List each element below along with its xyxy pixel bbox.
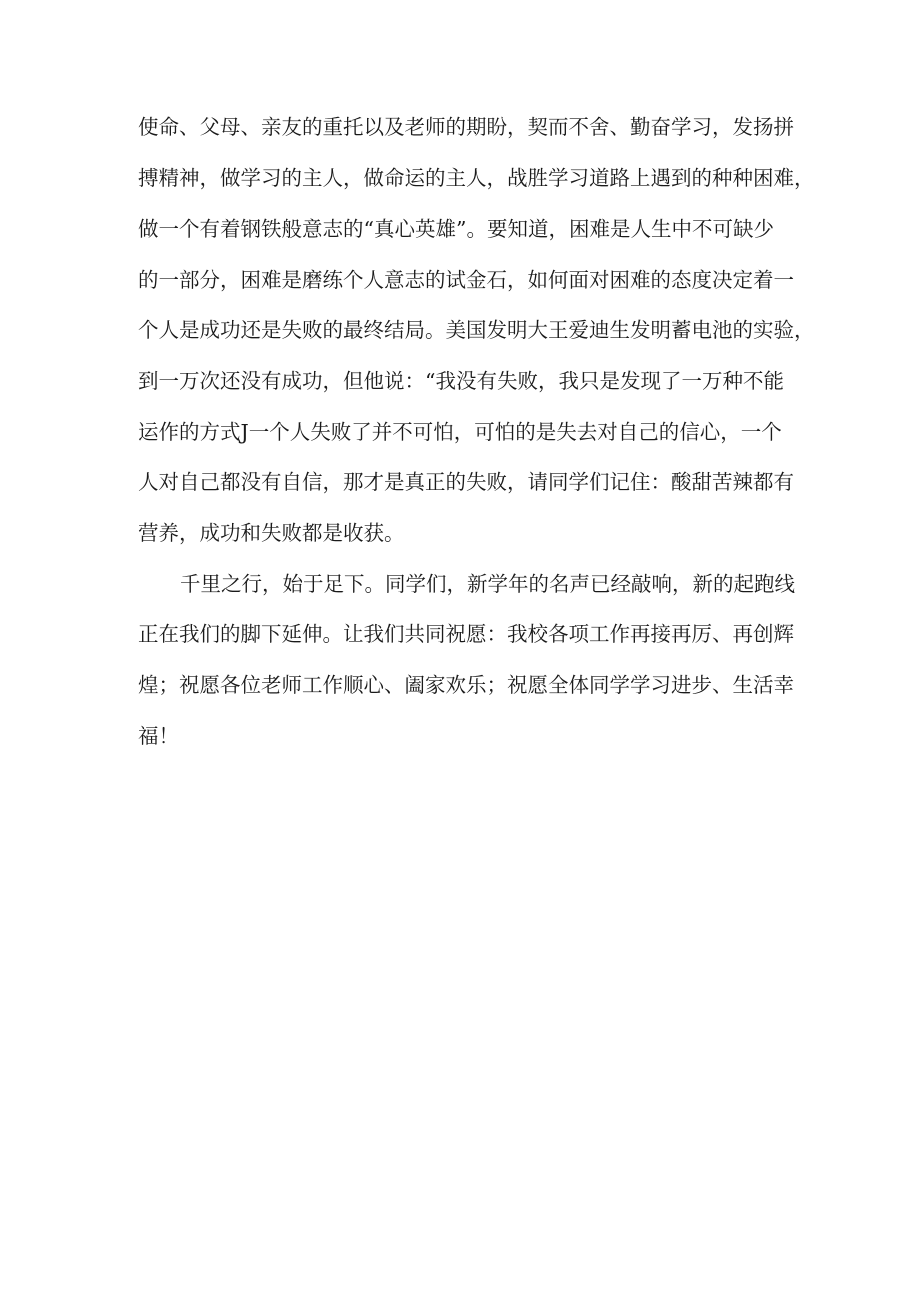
paragraph-1-line-3: 做一个有着钢铁般意志的“真心英雄”。要知道，困难是人生中不可缺少: [138, 217, 774, 241]
paragraph-1-line-8: 人对自己都没有自信，那才是真正的失败，请同学们记住：酸甜苦辣都有: [138, 470, 794, 494]
paragraph-2-line-1: 千里之行，始于足下。同学们，新学年的名声已经敲响，新的起跑线: [180, 572, 795, 596]
paragraph-1-line-2: 搏精神，做学习的主人，做命运的主人，战胜学习道路上遇到的种种困难，: [138, 166, 815, 190]
paragraph-1-line-9: 营养，成功和失败都是收获。: [138, 521, 405, 545]
paragraph-1-line-5: 个人是成功还是失败的最终结局。美国发明大王爱迪生发明蓄电池的实验，: [138, 318, 815, 342]
paragraph-2-line-2: 正在我们的脚下延伸。让我们共同祝愿：我校各项工作再接再厉、再创辉: [138, 622, 794, 646]
paragraph-1-line-7: 运作的方式J一个人失败了并不可怕，可怕的是失去对自己的信心，一个: [138, 420, 782, 444]
paragraph-1-line-6: 到一万次还没有成功，但他说：“我没有失败，我只是发现了一万种不能: [138, 369, 784, 393]
paragraph-2-line-3: 煌；祝愿各位老师工作顺心、阖家欢乐；祝愿全体同学学习进步、生活幸: [138, 673, 794, 697]
paragraph-1-line-1: 使命、父母、亲友的重托以及老师的期盼，契而不舍、勤奋学习，发扬拼: [138, 115, 794, 139]
paragraph-2-line-4: 福！: [138, 724, 179, 748]
paragraph-1-line-4: 的一部分，困难是磨练个人意志的试金石，如何面对困难的态度决定着一: [138, 268, 794, 292]
